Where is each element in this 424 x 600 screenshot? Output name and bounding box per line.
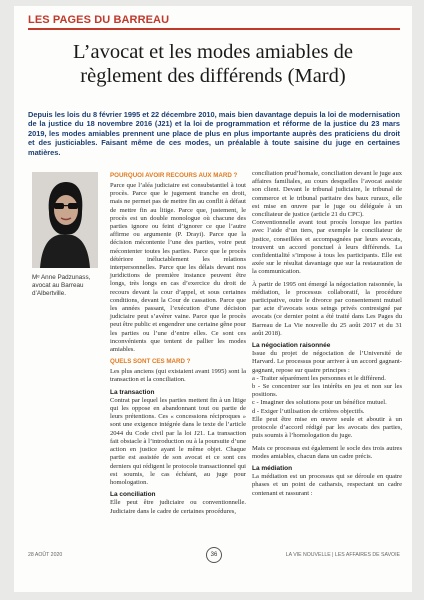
question-heading-why: POURQUOI AVOIR RECOURS AUX MARD ? bbox=[110, 172, 238, 179]
paragraph-conciliation-cont: conciliation prud’homale, conciliation devant le juge aux affaires familiales, au cours desquelles l’avocat assiste son client. Devant le tribunal judiciaire, le tribunal de commerce et le tribunal paritaire des baux ruraux, elle est mise en œuvre par le juge ou déléguée à un conciliateur de justice (article 21 du CPC). bbox=[252, 170, 402, 219]
text-column-1 bbox=[110, 172, 246, 516]
paragraph-which: Les plus anciens (qui existaient avant 1995) sont la transaction et la conciliation. bbox=[110, 368, 246, 384]
article-title bbox=[14, 40, 412, 88]
paragraph-conciliation: Elle peut être judiciaire ou conventionnelle. Judiciaire dans le cadre de certaines procédures, bbox=[110, 499, 246, 515]
list-item: a - Traiter séparément les personnes et le différend. bbox=[252, 374, 386, 382]
title-line-1: L’avocat et les modes amiables de bbox=[73, 41, 353, 63]
portrait-image bbox=[32, 172, 98, 268]
paragraph-conventional: Conventionnelle avant tout procès lorsque les parties avec l’aide d’un tiers, par exemple le conciliateur de justice, conseillées et accompagnées par leurs avocats, trouvent un accord ponctuel à leurs différends. La confidentialité s’impose à tous les participants. Elle est axée sur le résultat davantage que sur la restauration de la communication. bbox=[252, 219, 402, 276]
footer-date: 28 AOÛT 2020 bbox=[28, 552, 63, 558]
subheading-transaction: La transaction bbox=[110, 388, 155, 396]
list-item: d - Exiger l’utilisation de critères objectifs. bbox=[252, 407, 365, 415]
paragraph-since-1995: À partir de 1995 ont émergé la négociation raisonnée, la médiation, le processus collaboratif, la procédure participative, outre le divorce par consentement mutuel par acte d’avocats sous seings privés contresigné par avocats (ce dernier point a été traité dans Les Pages du Barreau de La Vie nouvelle du 25 août 2017 et du 31 août 2018). bbox=[252, 280, 402, 337]
page-number: 36 bbox=[206, 547, 222, 563]
section-rubric: LES PAGES DU BARREAU bbox=[28, 14, 170, 26]
list-item: c - Imaginer des solutions pour un bénéfice mutuel. bbox=[252, 399, 387, 407]
paragraph-homologation: Elle peut être mise en œuvre seule et aboutir à un protocole d’accord rédigé par les avocats des parties, puis soumis à l’homologation du juge. bbox=[252, 415, 402, 440]
subheading-conciliation: La conciliation bbox=[110, 491, 156, 499]
text-column-2 bbox=[252, 170, 402, 498]
subheading-mediation: La médiation bbox=[252, 464, 293, 472]
author-photo bbox=[32, 172, 98, 268]
list-item: b - Se concentrer sur les intérêts en jeu et non sur les positions. bbox=[252, 383, 402, 399]
paragraph-why: Parce que l’aléa judiciaire est consubstantiel à tout procès. Parce que le jugement tranche en droit, mais ne permet pas de mettre fin au conflit à défaut de mettre fin au litige. Parce que, justement, le procès est un double monologue où chacune des parties ignore ou feint d’ignorer ce que l’autre affirme ou argumente (P. Drayi). Parce que la décision mécontente l’une des parties, voire peut mécontenter toutes les parties. Parce que le procès détériore inéluctablement les relations interpersonnelles. Parce que les délais devant nos juridictions de première instance peuvent être longs, très longs en cas d’exercice du droit de recours devant la cour d’appel, et sous certaines conditions, devant la Cour de cassation. Parce que les années passant, l’exécution d’une décision judiciaire peut s’avérer vaine. Parce que le procès peut être public et engendrer une certaine gêne pour les parties ou l’une d’entre elles. Ce sont ces inconvénients que tentent de pallier les modes amiables. bbox=[110, 182, 246, 354]
paragraph-socle: Mais ce processus est également le socle des trois autres modes amiables, chacun dans un cadre précis. bbox=[252, 444, 402, 460]
paragraph-negotiation: Issue du projet de négociation de l’Université de Harvard. Le processus pour arriver à un accord gagnant-gagnant, repose sur quatre principes : bbox=[252, 350, 402, 374]
title-line-2: règlement des différends (Mard) bbox=[80, 65, 346, 87]
photo-caption: Mᵉ Anne Padzunass, avocat au Barreau d’Albertville. bbox=[32, 274, 91, 297]
question-heading-which: QUELS SONT CES MARD ? bbox=[110, 358, 191, 366]
footer-publication: LA VIE NOUVELLE | LES AFFAIRES DE SAVOIE bbox=[285, 552, 400, 558]
paragraph-transaction: Contrat par lequel les parties mettent fin à un litige qui les oppose en abandonnant tout ou partie de leurs prétentions. Ces « concessions réciproques » sont une exigence intégrée dans le texte de l’article 2044 du Code civil par la loi J21. La transaction fait obstacle à l’introduction ou à la poursuite d’une action en justice ayant le même objet. Chaque partie est assistée de son avocat et ce sont ces derniers qui rédigent le protocole transactionnel qui est soumis, le cas échéant, au juge pour homologation. bbox=[110, 396, 246, 486]
magazine-page bbox=[14, 6, 412, 592]
article-lead: Depuis les lois du 8 février 1995 et 22 décembre 2010, mais bien davantage depuis la loi de modernisation de la justice du 18 novembre 2016 (J21) et la loi de programmation et réforme de la justice du 23 mars 2019, les modes amiables prennent une place de plus en plus importante auprès des praticiens du droit et des justiciables. Faisant même de ces modes, un préalable à toute saisine du juge en certaines matières. bbox=[28, 110, 400, 157]
rubric-divider bbox=[28, 28, 400, 30]
subheading-negotiation: La négociation raisonnée bbox=[252, 342, 331, 350]
paragraph-mediation: La médiation est un processus qui se déroule en quatre phases et un point de catharsis, respectant un cadre contenant et rassurant : bbox=[252, 473, 402, 497]
